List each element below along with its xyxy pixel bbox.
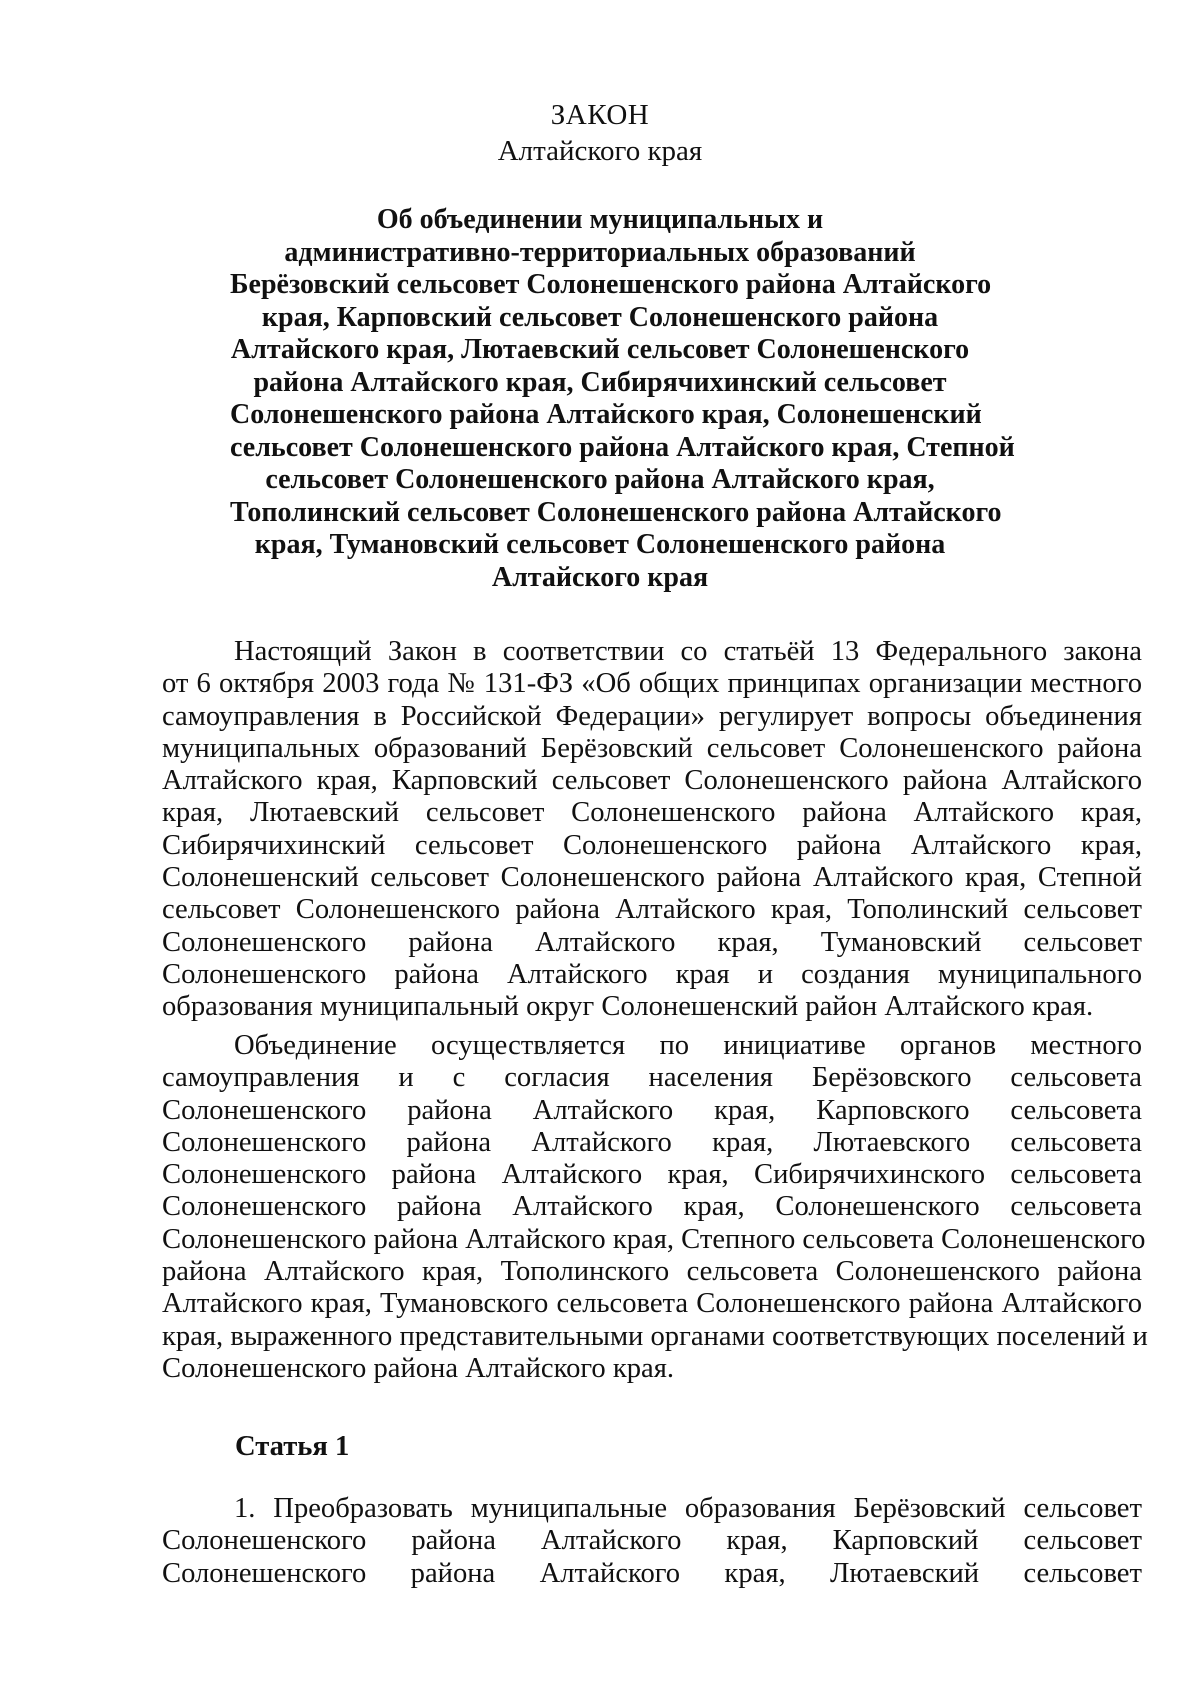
document-issuer: Алтайского края <box>497 135 703 167</box>
paragraph-line: Солонешенского района Алтайского края, Карповский сельсовет <box>162 1525 1142 1557</box>
paragraph-line: Солонешенского района Алтайского края, Солонешенского сельсовета <box>162 1191 1142 1223</box>
paragraph-line: Алтайского края, Тумановского сельсовета Солонешенского района Алтайского <box>162 1288 1142 1320</box>
title-line: Алтайского края <box>491 561 709 593</box>
paragraph-line: Солонешенского района Алтайского края, Лютаевский сельсовет <box>162 1557 1142 1589</box>
paragraph-line: края, выраженного представительными органами соответствующих поселений и <box>162 1320 1148 1352</box>
title-line: района Алтайского края, Сибирячихинский сельсовет <box>253 366 947 398</box>
title-line: Об объединении муниципальных и <box>376 204 824 235</box>
paragraph-line: Объединение осуществляется по инициативе органов местного <box>234 1030 1142 1061</box>
paragraph-line: района Алтайского края, Тополинского сельсовета Солонешенского района <box>162 1256 1142 1288</box>
paragraph-line: самоуправления и с согласия населения Берёзовского сельсовета <box>162 1062 1142 1094</box>
paragraph-line: Солонешенского района Алтайского края. <box>162 1352 675 1384</box>
paragraph-line: Сибирячихинский сельсовет Солонешенского района Алтайского края, <box>162 829 1142 861</box>
paragraph-line: образования муниципальный округ Солонешенский район Алтайского края. <box>162 991 1094 1023</box>
title-line: административно-территориальных образований <box>284 236 916 268</box>
article-1-paragraph <box>162 1493 1142 1590</box>
initiative-paragraph <box>162 1030 1148 1385</box>
paragraph-line: Солонешенского района Алтайского края, Сибирячихинского сельсовета <box>162 1159 1142 1191</box>
title-line: края, Тумановский сельсовет Солонешенского района <box>254 529 946 560</box>
title-line: Алтайского края, Лютаевский сельсовет Солонешенского <box>230 334 970 365</box>
preamble-paragraph <box>162 636 1142 1024</box>
document-type: ЗАКОН <box>550 99 650 131</box>
paragraph-line: Солонешенского района Алтайского края, Тумановский сельсовет <box>162 926 1142 958</box>
paragraph-line: Солонешенский сельсовет Солонешенского района Алтайского края, Степной <box>162 862 1142 894</box>
paragraph-line: Солонешенского района Алтайского края и создания муниципального <box>162 958 1142 990</box>
title-line: Тополинский сельсовет Солонешенского района Алтайского <box>230 496 1002 528</box>
paragraph-line: сельсовет Солонешенского района Алтайского края, Тополинский сельсовет <box>162 894 1142 926</box>
paragraph-line: Солонешенского района Алтайского края, Карповского сельсовета <box>162 1094 1142 1126</box>
title-line: сельсовет Солонешенского района Алтайского края, Степной <box>230 431 1015 463</box>
paragraph-line: самоуправления в Российской Федерации» регулирует вопросы объединения <box>162 700 1142 732</box>
article-heading: Статья 1 <box>235 1431 350 1462</box>
paragraph-line: муниципальных образований Берёзовский сельсовет Солонешенского района <box>162 732 1142 764</box>
paragraph-line: 1. Преобразовать муниципальные образования Берёзовский сельсовет <box>234 1493 1142 1524</box>
paragraph-line: от 6 октября 2003 года № 131-ФЗ «Об общих принципах организации местного <box>162 668 1142 700</box>
law-title <box>230 204 1015 594</box>
title-line: Берёзовский сельсовет Солонешенского района Алтайского <box>230 269 992 300</box>
title-line: Солонешенского района Алтайского края, Солонешенский <box>230 399 982 430</box>
paragraph-line: края, Лютаевский сельсовет Солонешенского района Алтайского края, <box>162 797 1142 829</box>
title-line: края, Карповский сельсовет Солонешенского района <box>261 301 939 333</box>
title-line: сельсовет Солонешенского района Алтайского края, <box>265 464 935 495</box>
paragraph-line: Солонешенского района Алтайского края, Лютаевского сельсовета <box>162 1126 1142 1158</box>
paragraph-line: Алтайского края, Карповский сельсовет Солонешенского района Алтайского <box>162 765 1142 797</box>
paragraph-line: Солонешенского района Алтайского края, Степного сельсовета Солонешенского <box>162 1223 1146 1255</box>
paragraph-line: Настоящий Закон в соответствии со статьёй 13 Федерального закона <box>234 636 1142 667</box>
